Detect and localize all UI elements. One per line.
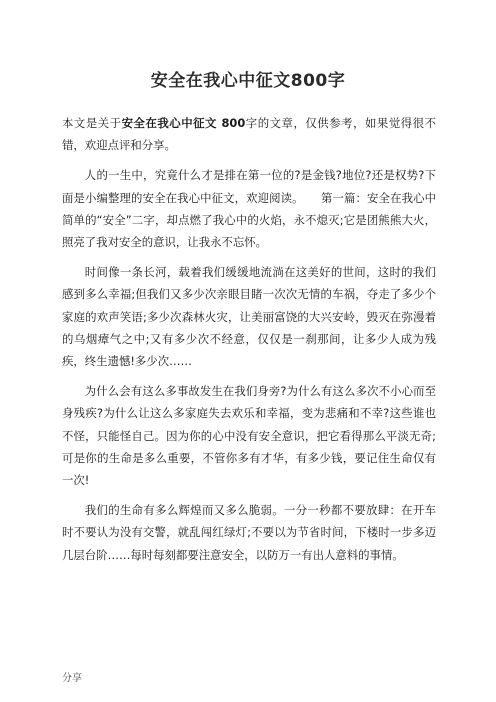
body-paragraph: 时间像一条长河，载着我们缓缓地流淌在这美好的世间，这时的我们感到多么幸福;但我们又多少次亲眼目睹一次次无情的车祸，夺走了多少个家庭的欢声笑语;多少次森林火灾，让美丽富饶的大兴安岭，毁灭在弥漫着的乌烟瘴气之中;又有多少次不经意，仅仅是一刹那间，让多少人成为残疾，终生遗憾!多少次…… xyxy=(62,265,436,369)
body-paragraph: 人的一生中，究竟什么才是排在第一位的?是金钱?地位?还是权势?下面是小编整理的安全在我心中征文，欢迎阅读。 第一篇：安全在我心中 简单的“安全”二字，却点燃了我心中的火焰，永不熄灭;它是团熊熊大火，照亮了我对安全的意识，让我永不忘怀。 xyxy=(62,168,459,250)
body-paragraph: 我们的生命有多么辉煌而又多么脆弱。一分一秒都不要放肆：在开车时不要认为没有交警，就乱闯红绿灯;不要以为节省时间，下楼时一步多迈几层台阶……每时每刻都要注意安全，以防万一有出人意料的事情。 xyxy=(62,503,436,562)
intro-suffix: 字的文章，仅供参考，如果觉得很不错，欢迎点评和分享。 xyxy=(62,116,436,153)
intro-paragraph xyxy=(62,112,436,156)
intro-bold-keyword: 安全在我心中征文 800 xyxy=(121,116,246,130)
body-paragraph: 为什么会有这么多事故发生在我们身旁?为什么有这么多次不小心而至身残疾?为什么让这么多家庭失去欢乐和幸福，变为悲痛和不幸?这些谁也不怪，只能怪自己。因为你的心中没有安全意识，把它看得那么平淡无奇;可是你的生命是多么重要，不管你多有才华，有多少钱，要记住生命仅有一次! xyxy=(62,384,436,488)
share-footer[interactable]: 分享 xyxy=(62,673,82,684)
document-body xyxy=(62,112,459,574)
document-title: 安全在我心中征文800字 xyxy=(150,71,346,91)
intro-prefix: 本文是关于 xyxy=(62,116,122,130)
